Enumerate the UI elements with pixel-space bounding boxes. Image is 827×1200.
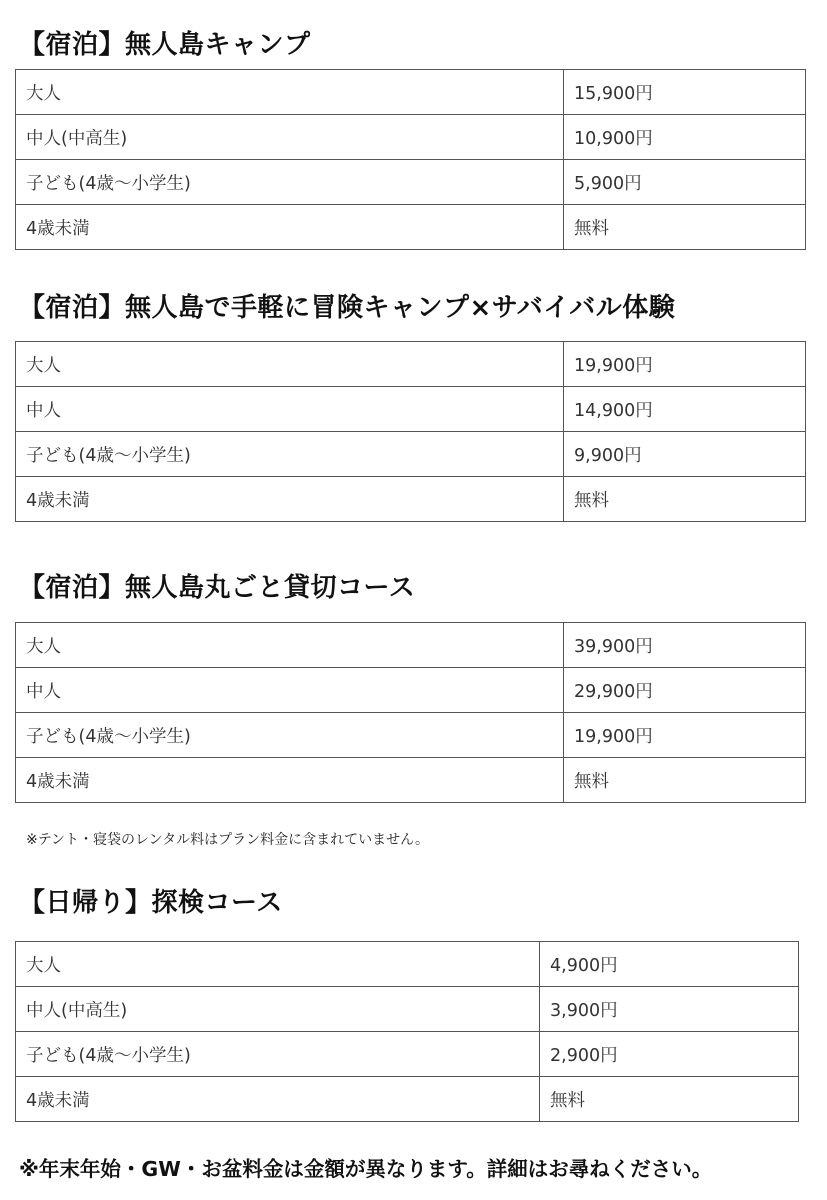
table-row xyxy=(16,477,806,522)
table-row xyxy=(16,623,806,668)
table-row xyxy=(16,115,806,160)
table-row xyxy=(16,432,806,477)
price-value: 39,900円 xyxy=(564,623,806,668)
category-label: 大人 xyxy=(16,623,564,668)
table-row xyxy=(16,942,799,987)
category-label: 大人 xyxy=(16,70,564,115)
price-value: 無料 xyxy=(564,477,806,522)
price-table-4 xyxy=(15,941,799,1122)
table-row xyxy=(16,205,806,250)
table-row xyxy=(16,342,806,387)
section-title-1: 【宿泊】無人島キャンプ xyxy=(19,30,311,60)
category-label: 子ども(4歳〜小学生) xyxy=(16,432,564,477)
section-title-3: 【宿泊】無人島丸ごと貸切コース xyxy=(19,573,416,603)
table-row xyxy=(16,160,806,205)
price-value: 2,900円 xyxy=(540,1032,799,1077)
price-value: 無料 xyxy=(540,1077,799,1122)
category-label: 4歳未満 xyxy=(16,205,564,250)
table-row xyxy=(16,70,806,115)
category-label: 大人 xyxy=(16,942,540,987)
category-label: 子ども(4歳〜小学生) xyxy=(16,1032,540,1077)
price-value: 14,900円 xyxy=(564,387,806,432)
table-row xyxy=(16,987,799,1032)
category-label: 中人 xyxy=(16,387,564,432)
category-label: 中人(中高生) xyxy=(16,115,564,160)
price-value: 5,900円 xyxy=(564,160,806,205)
table-row xyxy=(16,387,806,432)
table-row xyxy=(16,1077,799,1122)
rental-note: ※テント・寝袋のレンタル料はプラン料金に含まれていません。 xyxy=(26,832,429,848)
category-label: 4歳未満 xyxy=(16,758,564,803)
section-title-4: 【日帰り】探検コース xyxy=(19,888,283,918)
price-value: 10,900円 xyxy=(564,115,806,160)
category-label: 子ども(4歳〜小学生) xyxy=(16,713,564,758)
category-label: 4歳未満 xyxy=(16,477,564,522)
section-title-2: 【宿泊】無人島で手軽に冒険キャンプ×サバイバル体験 xyxy=(19,293,676,323)
table-row xyxy=(16,668,806,713)
price-table-1 xyxy=(15,69,806,250)
price-value: 無料 xyxy=(564,758,806,803)
price-value: 15,900円 xyxy=(564,70,806,115)
price-value: 29,900円 xyxy=(564,668,806,713)
footer-note: ※年末年始・GW・お盆料金は金額が異なります。詳細はお尋ねください。 xyxy=(19,1157,713,1181)
price-table-3 xyxy=(15,622,806,803)
price-value: 19,900円 xyxy=(564,713,806,758)
price-table-2 xyxy=(15,341,806,522)
table-row xyxy=(16,713,806,758)
price-value: 無料 xyxy=(564,205,806,250)
price-value: 3,900円 xyxy=(540,987,799,1032)
category-label: 子ども(4歳〜小学生) xyxy=(16,160,564,205)
category-label: 中人 xyxy=(16,668,564,713)
table-row xyxy=(16,1032,799,1077)
category-label: 大人 xyxy=(16,342,564,387)
category-label: 4歳未満 xyxy=(16,1077,540,1122)
table-row xyxy=(16,758,806,803)
category-label: 中人(中高生) xyxy=(16,987,540,1032)
price-value: 9,900円 xyxy=(564,432,806,477)
price-value: 19,900円 xyxy=(564,342,806,387)
price-value: 4,900円 xyxy=(540,942,799,987)
